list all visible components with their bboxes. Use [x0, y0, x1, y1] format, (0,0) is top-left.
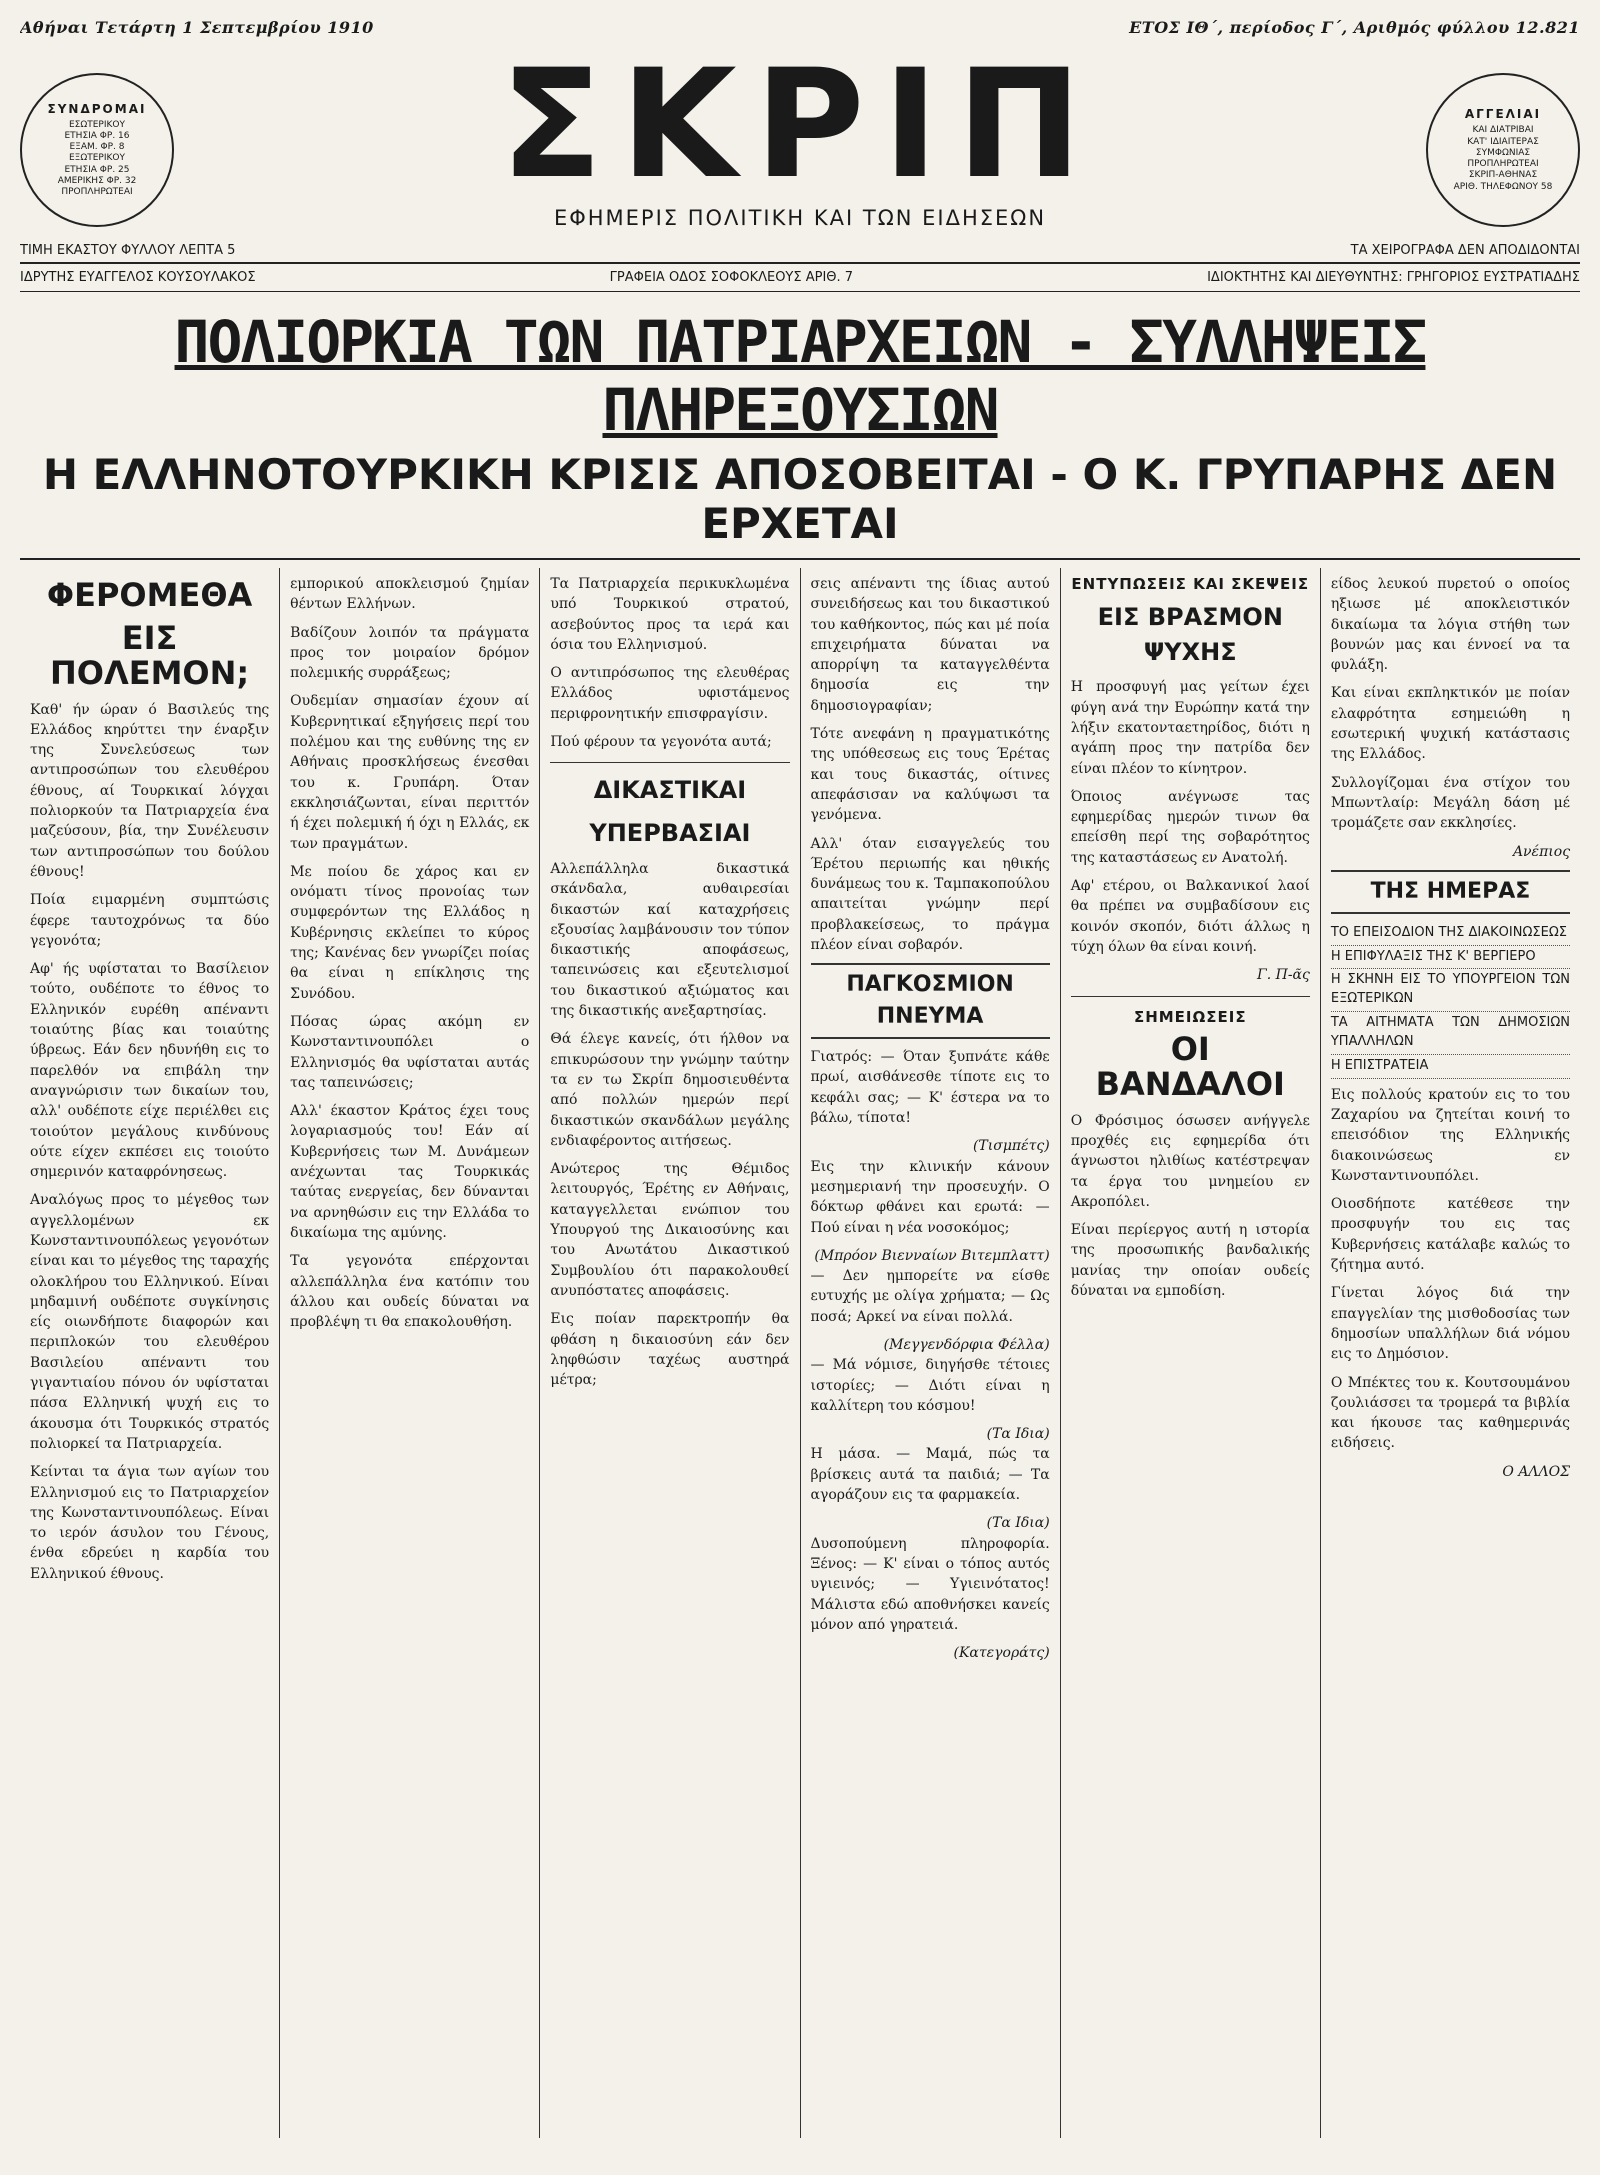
- section-kicker: ΣΗΜΕΙΩΣΕΙΣ: [1133, 1007, 1247, 1026]
- topic-item: Η ΣΚΗΝΗ ΕΙΣ ΤΟ ΥΠΟΥΡΓΕΙΟΝ ΤΩΝ ΕΞΩΤΕΡΙΚΩΝ: [1331, 969, 1570, 1012]
- masthead: [20, 38, 1580, 264]
- column-1: [20, 568, 280, 2138]
- source: (Τα Ιδια): [986, 1515, 1050, 1532]
- source: (Τα Ιδια): [986, 1426, 1050, 1443]
- article-title: ΕΙΣ ΒΡΑΣΜΟΝ ΨΥΧΗΣ: [1097, 602, 1283, 666]
- founder: ΙΔΡΥΤΗΣ ΕΥΑΓΓΕΛΟΣ ΚΟΥΣΟΥΛΑΚΟΣ: [20, 270, 256, 285]
- signoff: Ο ΑΛΛΟΣ: [1502, 1463, 1571, 1480]
- divider: [550, 762, 789, 763]
- paragraph: Εις ποίαν παρεκτροπήν θα φθάση η δικαιοσύνη εάν δεν ληφθώσιν ταχέως αυστηρά μέτρα;: [550, 1311, 790, 1389]
- joke: — Δεν ημπορείτε να είσθε ευτυχής με ολίγα χρήματα; — Ως ποσά; Αρκεί να είναι πολλά.: [810, 1268, 1050, 1325]
- newspaper-page: [20, 18, 1580, 2138]
- paragraph: Αλλ' όταν εισαγγελεύς του Έρέτου περιωπής και ηθικής δυνάμεως του κ. Ταμπακοπούλου απαιτείται γνώμην περί προβλακείσεως, το πράγμα πλέον είναι σοβαρόν.: [810, 835, 1050, 954]
- article-title: ΟΙ ΒΑΝΔΑΛΟΙ: [1095, 1030, 1285, 1104]
- title-block: [300, 38, 1300, 230]
- paragraph: Ο Φρόσιμος όσωσεν ανήγγελε προχθές εις εφημερίδα ότι άγνωστοι ηλιθίως κατέστρεψαν τα έργα του μνημείου εν Ακροπόλει.: [1070, 1112, 1310, 1210]
- section-kicker: ΕΝΤΥΠΩΣΕΙΣ ΚΑΙ ΣΚΕΨΕΙΣ: [1071, 575, 1310, 593]
- paragraph: Καθ' ήν ώραν ό Βασιλεύς της Ελλάδος κηρύττει την έναρξιν της Συνελεύσεως των αντιπροσώπων του ελευθέρου έθνους, αί Τουρκικαί λόγχαι πολιορκούν τα Πατριαρχεία ένα μαζεύσουν, βία, την Συνέλευσιν των αντιπροσώπων του δούλου έθνους!: [30, 701, 270, 880]
- article-title: ΕΙΣ ΠΟΛΕΜΟΝ;: [49, 619, 250, 693]
- paragraph: Με ποίου δε χάρος και εν ονόματι τίνος προνοίας των συμφερόντων της Ελλάδος η Κυβέρνησις εκλείπει το κύρος της; Κανένας δεν γνωρίζει ποίας θα είναι η επίκλησις της Συνόδου.: [290, 863, 530, 1002]
- paragraph: Οιοσδήποτε κατέθεσε την προσφυγήν του εις τας Κυβερνήσεις κατάλαβε καλώς το ζήτημα αυτό.: [1330, 1196, 1571, 1274]
- paragraph: Βαδίζουν λοιπόν τα πράγματα προς τον μοιραίον δρόμον πολεμικής συρράξεως;: [290, 624, 530, 682]
- paragraph: Τα γεγονότα επέρχονται αλλεπάλληλα ένα κατόπιν του άλλου και ουδείς δύναται να προβλέψη τι θα επακολουθήση.: [290, 1253, 530, 1331]
- paragraph: Πού φέρουν τα γεγονότα αυτά;: [550, 734, 772, 751]
- issue-number: ΕΤΟΣ ΙΘ΄, περίοδος Γ΄, Αριθμός φύλλου 12.821: [1129, 18, 1580, 37]
- paragraph: Τότε ανεφάνη η πραγματικότης της υπόθεσεως εις τους Έρέτας και τους δικαστάς, οίτινες απεφάσισαν να καλύψωσι τα γενόμενα.: [810, 726, 1050, 824]
- section-title: ΤΗΣ ΗΜΕΡΑΣ: [1331, 870, 1570, 914]
- manuscripts-note: ΤΑ ΧΕΙΡΟΓΡΑΦΑ ΔΕΝ ΑΠΟΔΙΔΟΝΤΑΙ: [1350, 243, 1580, 258]
- newspaper-logo: ΣΚΡΙΠ: [500, 38, 1100, 212]
- joke: Εις την κλινικήν κάνουν μεσημεριανή την προσευχήν. Ο δόκτωρ φθάνει και ερωτά: — Πού είναι η νέα νοσοκόμος;: [810, 1158, 1050, 1236]
- source: (Μπρόον Βιενναίων Βιτεμπλαττ): [814, 1247, 1050, 1264]
- advertising-box: [1310, 50, 1580, 250]
- paragraph: σεις απέναντι της ίδιας αυτού συνειδήσεως και του δικαστικού του καθήκοντος, πώς και μέ ποία επιχειρήματα δύναται να απορρίψη τα καταγγελθέντα δημοσία εις την δημοσιογραφίαν;: [810, 576, 1050, 714]
- topic-item: ΤΑ ΑΙΤΗΜΑΤΑ ΤΩΝ ΔΗΜΟΣΙΩΝ ΥΠΑΛΛΗΛΩΝ: [1331, 1012, 1570, 1055]
- subscriptions-box: [20, 50, 290, 250]
- paragraph: Ο αντιπρόσωπος της ελευθέρας Ελλάδος υφιστάμενος περιφρονητικήν επισφραγίσιν.: [550, 665, 790, 722]
- price-note: ΤΙΜΗ ΕΚΑΣΤΟΥ ΦΥΛΛΟΥ ΛΕΠΤΑ 5: [20, 243, 236, 258]
- columns: [20, 568, 1580, 2138]
- paragraph: Ουδεμίαν σημασίαν έχουν αί Κυβερνητικαί εξηγήσεις περί του πολέμου και της ευθύνης της εν Αθήναις προσκλήσεως ένεσθαι του κ. Γρυπάρη. Όταν εκκλησιάζωνται, είναι περιττόν ή έχει πολεμική ή όχι η Ελλάς, εκ των πραγμάτων.: [290, 693, 530, 852]
- paragraph: Ο Μπέκτες του κ. Κουτσουμάνου ζουλιάσσει τα τρομερά τα βιβλία και ήκουσε τας καθημερινάς ειδήσεις.: [1330, 1374, 1571, 1452]
- section-title: ΠΑΓΚΟΣΜΙΟΝ ΠΝΕΥΜΑ: [811, 963, 1050, 1039]
- paragraph: Και είναι εκπληκτικόν με ποίαν ελαφρότητα εσημειώθη η εσωτερική ψυχική κατάστασις της Ελλάδος.: [1330, 685, 1571, 763]
- main-headline: ΠΟΛΙΟΡΚΙΑ ΤΩΝ ΠΑΤΡΙΑΡΧΕΙΩΝ - ΣΥΛΛΗΨΕΙΣ ΠΛΗΡΕΞΟΥΣΙΩΝ: [174, 308, 1426, 444]
- paragraph: Όποιος ανέγνωσε τας εφημερίδας ημερών τινων θα επείσθη περί της σοβαρότητος της καταστάσεως εν Ανατολή.: [1070, 788, 1310, 866]
- byline: Γ. Π-ᾶς: [1257, 967, 1310, 984]
- issue-date: Αθήναι Τετάρτη 1 Σεπτεμβρίου 1910: [20, 18, 374, 37]
- paragraph: Αλλ' έκαστον Κράτος έχει τους λογαριασμούς του! Εάν αί Κυβερνήσεις των Μ. Δυνάμεων ανέχωνται τας Τουρκικάς ταύτας ενεργείας, δεν δύνανται να αρνηθώσιν εις την Ελλάδα το δικαίωμα της αμύνης.: [290, 1103, 530, 1241]
- topic-item: Η ΕΠΙΦΥΛΑΞΙΣ ΤΗΣ Κ' ΒΕΡΓΙΕΡΟ: [1331, 946, 1570, 970]
- joke: Γιατρός: — Όταν ξυπνάτε κάθε πρωί, αισθάνεσθε τίποτε εις το κεφάλι σας; — Κ' έστερα να το βάλω, τίποτα!: [810, 1049, 1050, 1127]
- paragraph: Είναι περίεργος αυτή η ιστορία της προσωπικής βανδαλικής μανίας την οποίαν ουδείς δύναται να εμποδίση.: [1070, 1222, 1310, 1299]
- article-title: ΔΙΚΑΣΤΙΚΑΙ: [593, 776, 747, 805]
- paragraph: εμπορικού αποκλεισμού ζημίαν θέντων Ελλήνων.: [290, 576, 530, 613]
- joke: Η μάσα. — Μαμά, πώς τα βρίσκεις αυτά τα παιδιά; — Τα αγοράζουν εις τα φαρμακεία.: [810, 1446, 1050, 1504]
- column-3: [540, 568, 800, 2138]
- article-title: ΦΕΡΟΜΕΘΑ: [46, 576, 253, 614]
- byline: Ανέπιος: [1512, 843, 1571, 860]
- paragraph: Κείνται τα άγια των αγίων του Ελληνισμού εις το Πατριαρχείον της Κωνσταντινουπόλεως. Είναι το ιερόν άσυλον του Γένους, ένθα εδρεύει η καρδία του Ελληνικού έθνους.: [30, 1464, 270, 1582]
- source: (Κατεγοράτς): [953, 1645, 1050, 1662]
- paragraph: Ποία ειμαρμένη συμπτώσις έφερε ταυτοχρόνως τα δύο γεγονότα;: [30, 892, 270, 949]
- advertising-seal: ΑΓΓΕΛΙΑΙ ΚΑΙ ΔΙΑΤΡΙΒΑΙ ΚΑΤ' ΙΔΙΑΙΤΕΡΑΣ ΣΥΜΦΩΝΙΑΣ ΠΡΟΠΛΗΡΩΤΕΑΙ ΣΚΡΙΠ-ΑΘΗΝΑΣ ΑΡΙΘ. ΤΗΛΕΦΩΝΟΥ 58: [1426, 73, 1580, 227]
- topic-item: Η ΕΠΙΣΤΡΑΤΕΙΑ: [1331, 1055, 1570, 1079]
- joke: Δυσοπούμενη πληροφορία. Ξένος: — Κ' είναι ο τόπος αυτός υγιεινός; — Υγιεινότατος! Μάλιστα εδώ αποθνήσκει κανείς μόνον από γηρατειά.: [810, 1535, 1050, 1633]
- paragraph: Η προσφυγή μας γείτων έχει φύγη ανά την Ευρώπην κατά την λήξιν εκατονταετηρίδος, διότι η αγάπη προς την πατρίδα δεν είναι πλέον το κίνητρον.: [1070, 679, 1310, 777]
- joke: — Μά νόμισε, διηγήσθε τέτοιες ιστορίες; — Διότι είναι η καλλίτερη του κόσμου!: [810, 1357, 1050, 1414]
- paragraph: Αφ' ετέρου, οι Βαλκανικοί λαοί θα πρέπει να συμβαδίσουν εις κοινόν σκοπόν, διότι άλλως η τύχη όλων θα είναι κοινή.: [1070, 878, 1310, 955]
- paragraph: Αλλεπάλληλα δικαστικά σκάνδαλα, αυθαιρεσίαι δικαστών καί καταχρήσεις εξουσίας λαμβάνουσιν τον τύπον δικαστικής αποφάσεως, ταπεινώσεις και εξευτελισμοί του δικαστικού αξιώματος και της δικαστικής ανεξαρτησίας.: [550, 860, 790, 1020]
- paragraph: Ανώτερος της Θέμιδος λειτουργός, Έρέτης εν Αθήναις, καταγγελλεται ενώπιον του Υπουργού της Δικαιοσύνης και του Ανωτάτου Δικαστικού Συμβουλίου ότι παρακολουθεί ανυπόστατες αποφάσεις.: [550, 1161, 790, 1299]
- source: (Τισμπέτς): [972, 1138, 1050, 1155]
- column-2: [280, 568, 540, 2138]
- paragraph: Αφ' ής υφίσταται το Βασίλειον τούτο, ουδέποτε το έθνος το Ελληνικόν ευρέθη απέναντι τοιαύτης βίας και τοιαύτης ύβρεως. Εάν δεν ηδυνήθη εις το παρελθόν να επιβάλη την αναγνώρισιν των δικαίων του, αλλ' ουδέποτε είχε περιέλθει εις τοιούτον μεγάλους κινδύνους ούτε είχεν εκπέσει εις τοιούτο σημερινόν καταφρόνησεως.: [30, 961, 270, 1181]
- topic-item: ΤΟ ΕΠΕΙΣΟΔΙΟΝ ΤΗΣ ΔΙΑΚΟΙΝΩΣΕΩΣ: [1331, 922, 1570, 946]
- tagline: ΕΦΗΜΕΡΙΣ ΠΟΛΙΤΙΚΗ ΚΑΙ ΤΩΝ ΕΙΔΗΣΕΩΝ: [553, 206, 1047, 230]
- paragraph: Θά έλεγε κανείς, ότι ήλθον να επικυρώσουν την γνώμην ταύτην τα εν τω Σκρίπ δημοσιευθέντα από πολλών ημερών περί δικαστικών σκανδάλων μεγάλης ενδιαφέροντος αιτήσεως.: [550, 1031, 790, 1149]
- offices: ΓΡΑΦΕΙΑ ΟΔΟΣ ΣΟΦΟΚΛΕΟΥΣ ΑΡΙΘ. 7: [609, 270, 854, 285]
- article-title: ΥΠΕΡΒΑΣΙΑΙ: [589, 819, 751, 848]
- paragraph: είδος λευκού πυρετού ο οποίος ηξιωσε μέ αποκλειστικόν δικαίωμα τα λόγια στήθη των βουνών μας και έννοεί να τα φυλάξη.: [1330, 576, 1571, 674]
- source: (Μεγγενδόρφια Φέλλα): [883, 1336, 1050, 1353]
- owner: ΙΔΙΟΚΤΗΤΗΣ ΚΑΙ ΔΙΕΥΘΥΝΤΗΣ: ΓΡΗΓΟΡΙΟΣ ΕΥΣΤΡΑΤΙΑΔΗΣ: [1207, 270, 1580, 285]
- divider: [1071, 996, 1310, 997]
- column-6: [1321, 568, 1580, 2138]
- paragraph: Πόσας ώρας ακόμη εν Κωνσταντινουπόλει ο Ελληνισμός θα υφίσταται αυτάς τας ταπεινώσεις;: [290, 1013, 530, 1091]
- sub-headline: Η ΕΛΛΗΝΟΤΟΥΡΚΙΚΗ ΚΡΙΣΙΣ ΑΠΟΣΟΒΕΙΤΑΙ - Ο Κ. ΓΡΥΠΑΡΗΣ ΔΕΝ ΕΡΧΕΤΑΙ: [20, 450, 1580, 560]
- paragraph: Συλλογίζομαι ένα στίχον του Μπωντλαίρ: Μεγάλη δάση μέ τρομάζετε σαν εκκλησίες.: [1330, 774, 1571, 832]
- info-bar: [20, 264, 1580, 292]
- paragraph: Αναλόγως προς το μέγεθος των αγγελλομένων εκ Κωνσταντινουπόλεως γεγονότων είναι και το μέγεθος της ταραχής ολοκλήρου του Ελληνικού. Είναι μηδαμινή ουδέποτε συγκίνησις είς οιωνδήποτε διαφορών και περιπλοκών του ελευθέρου Βασιλείου απέναντι του γιγαντιαίου πόνου όν υφίσταται πάσα Ελληνική ψυχή εις το άκουσμα ότι Τουρκικός στρατός πολιορκεί τα Πατριαρχεία.: [30, 1192, 270, 1452]
- day-topics: [1331, 922, 1570, 1079]
- column-4: [801, 568, 1061, 2138]
- column-5: [1061, 568, 1321, 2138]
- subscriptions-seal: ΣΥΝΔΡΟΜΑΙ ΕΣΩΤΕΡΙΚΟΥ ΕΤΗΣΙΑ ΦΡ. 16 ΕΞΑΜ. ΦΡ. 8 ΕΞΩΤΕΡΙΚΟΥ ΕΤΗΣΙΑ ΦΡ. 25 ΑΜΕΡΙΚΗΣ ΦΡ. 32 ΠΡΟΠΛΗΡΩΤΕΑΙ: [20, 73, 174, 227]
- paragraph: Εις πολλούς κρατούν εις το του Ζαχαρίου να ζητείται κοινή το επεισόδιον της Ελληνικής διακοινώσεως εν Κωνσταντινουπόλει.: [1330, 1086, 1571, 1184]
- paragraph: Τα Πατριαρχεία περικυκλωμένα υπό Τουρκικού στρατού, ασεβούντος προς τα ιερά και όσια του Ελληνισμού.: [550, 576, 790, 653]
- paragraph: Γίνεται λόγος διά την επαγγελίαν της μισθοδοσίας των δημοσίων υπαλλήλων διά νόμου εις το Δημόσιον.: [1330, 1285, 1571, 1363]
